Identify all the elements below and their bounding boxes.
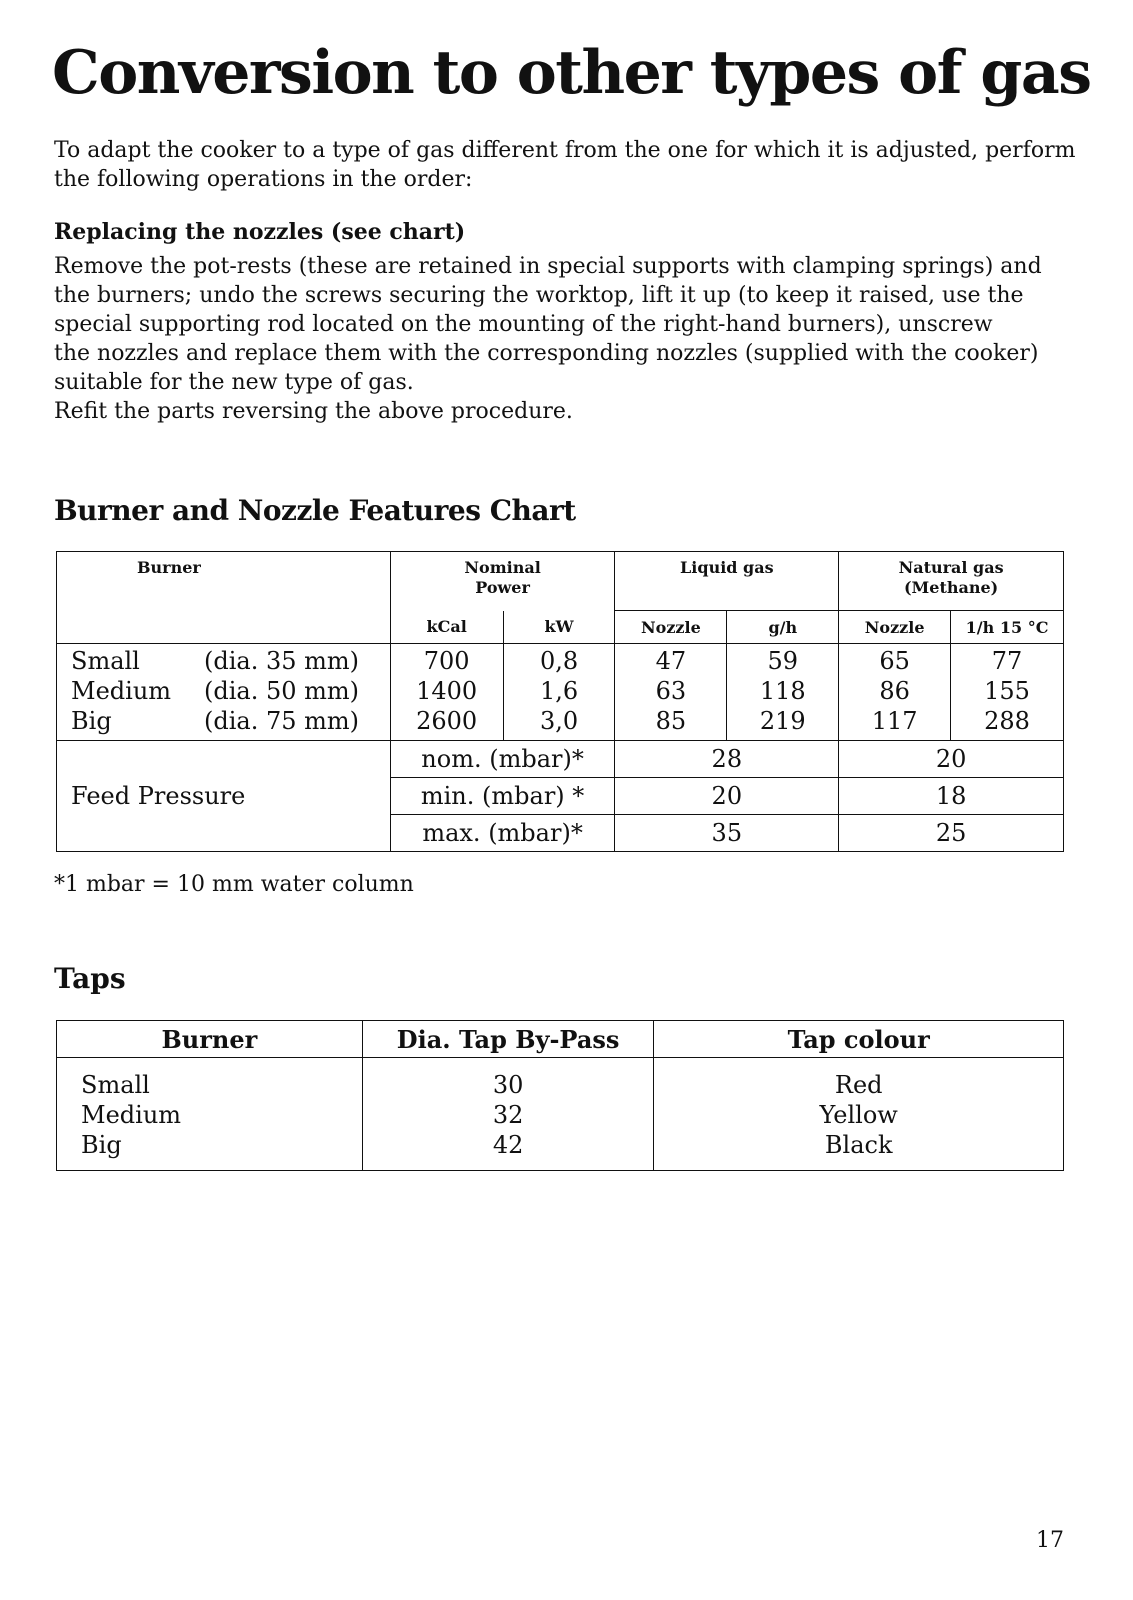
replacing-line-1: Remove the pot-rests (these are retained in special supports with clamping springs) and <box>54 254 1042 279</box>
ng-nozzle-values: 65 86 117 <box>839 644 951 741</box>
chart-heading: Burner and Nozzle Features Chart <box>54 494 576 527</box>
pressure-max-liquid: 35 <box>615 815 839 852</box>
header-liquid-gas: Liquid gas <box>615 552 839 611</box>
burner-row-medium: Medium (dia. 50 mm) <box>71 677 360 705</box>
pressure-nom-natural: 20 <box>839 741 1064 778</box>
page-title: Conversion to other types of gas <box>52 38 1091 108</box>
feed-pressure-label: Feed Pressure <box>57 741 391 852</box>
taps-colour-values: Red Yellow Black <box>654 1058 1064 1171</box>
taps-header-dia: Dia. Tap By-Pass <box>362 1021 654 1058</box>
burner-row-small: Small (dia. 35 mm) <box>71 647 360 675</box>
taps-table <box>56 1020 1064 1171</box>
taps-burner-values: Small Medium Big <box>57 1058 363 1171</box>
replacing-line-2: the burners; undo the screws securing the worktop, lift it up (to keep it raised, use the <box>54 283 1024 308</box>
burner-names-cell <box>57 644 391 741</box>
ng-lh-values: 77 155 288 <box>951 644 1064 741</box>
taps-dia-values: 30 32 42 <box>362 1058 654 1171</box>
replacing-line-3: special supporting rod located on the mounting of the right-hand burners), unscrew <box>54 312 993 337</box>
subheader-ng-nozzle: Nozzle <box>839 611 951 644</box>
replacing-line-4: the nozzles and replace them with the corresponding nozzles (supplied with the cooker) <box>54 341 1039 366</box>
pressure-min-natural: 18 <box>839 778 1064 815</box>
replacing-nozzles-body <box>54 252 1094 426</box>
header-nominal-power: Nominal Power <box>390 552 615 611</box>
header-natural-gas: Natural gas (Methane) <box>839 552 1064 611</box>
page-number: 17 <box>1036 1528 1064 1553</box>
subheader-lg-nozzle: Nozzle <box>615 611 727 644</box>
burner-nozzle-chart <box>56 551 1064 852</box>
mbar-footnote: *1 mbar = 10 mm water column <box>54 872 414 897</box>
replacing-line-5: suitable for the new type of gas. <box>54 370 414 395</box>
pressure-nom-label: nom. (mbar)* <box>390 741 615 778</box>
pressure-max-natural: 25 <box>839 815 1064 852</box>
subheader-blank <box>57 611 391 644</box>
pressure-min-liquid: 20 <box>615 778 839 815</box>
replacing-line-6: Refit the parts reversing the above procedure. <box>54 399 573 424</box>
subheader-ng-lh: 1/h 15 °C <box>951 611 1064 644</box>
lg-nozzle-values: 47 63 85 <box>615 644 727 741</box>
replacing-nozzles-heading: Replacing the nozzles (see chart) <box>54 219 466 245</box>
kw-values: 0,8 1,6 3,0 <box>503 644 615 741</box>
pressure-nom-liquid: 28 <box>615 741 839 778</box>
intro-text: To adapt the cooker to a type of gas different from the one for which it is adjusted, perform the following operations in the order: <box>54 138 1076 192</box>
subheader-lg-gh: g/h <box>727 611 839 644</box>
taps-header-burner: Burner <box>57 1021 363 1058</box>
burner-row-big: Big (dia. 75 mm) <box>71 707 360 735</box>
lg-gh-values: 59 118 219 <box>727 644 839 741</box>
pressure-max-label: max. (mbar)* <box>390 815 615 852</box>
pressure-min-label: min. (mbar) * <box>390 778 615 815</box>
taps-header-colour: Tap colour <box>654 1021 1064 1058</box>
header-burner: Burner <box>57 552 391 611</box>
subheader-kw: kW <box>503 611 615 644</box>
kcal-values: 700 1400 2600 <box>390 644 503 741</box>
taps-heading: Taps <box>54 962 126 995</box>
subheader-kcal: kCal <box>390 611 503 644</box>
